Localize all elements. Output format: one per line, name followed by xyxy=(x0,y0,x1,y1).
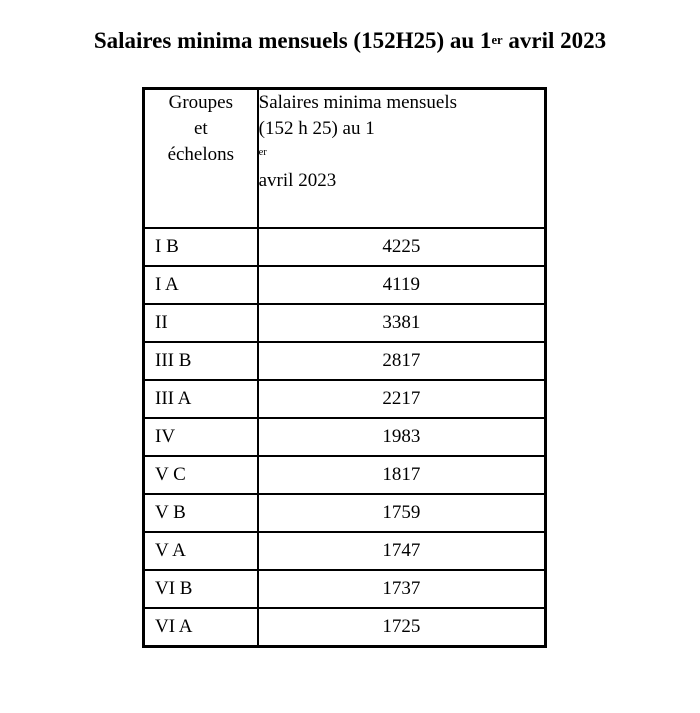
group-cell: V A xyxy=(144,532,258,570)
table-row xyxy=(144,532,546,570)
table-row xyxy=(144,608,546,647)
salary-cell: 1737 xyxy=(258,570,546,608)
header-salary-line xyxy=(259,116,544,194)
header-salary xyxy=(258,89,546,228)
group-cell: VI B xyxy=(144,570,258,608)
header-salary-line2-start: (152 h 25) au 1 xyxy=(258,118,375,139)
table-row xyxy=(144,380,546,418)
table-header-row xyxy=(144,89,546,228)
table-row xyxy=(144,456,546,494)
salary-cell: 1983 xyxy=(258,418,546,456)
group-cell: I B xyxy=(144,228,258,266)
salary-cell: 3381 xyxy=(258,304,546,342)
page-title xyxy=(0,26,700,56)
title-main: Salaires minima mensuels (152H25) au 1 xyxy=(93,28,492,53)
group-cell: I A xyxy=(144,266,258,304)
group-cell: VI A xyxy=(144,608,258,647)
header-groups-echelons xyxy=(144,89,258,228)
table-row xyxy=(144,418,546,456)
group-cell: V B xyxy=(144,494,258,532)
group-cell: III A xyxy=(144,380,258,418)
group-cell: V C xyxy=(144,456,258,494)
salary-cell: 1725 xyxy=(258,608,546,647)
salary-cell: 4119 xyxy=(258,266,546,304)
header-salary-line2-end: avril 2023 xyxy=(258,170,337,191)
salary-cell: 1747 xyxy=(258,532,546,570)
header-group-line: échelons xyxy=(167,144,235,165)
table-row xyxy=(144,494,546,532)
table-row xyxy=(144,570,546,608)
table-row xyxy=(144,266,546,304)
table-row xyxy=(144,228,546,266)
group-cell: IV xyxy=(144,418,258,456)
salary-table xyxy=(142,87,547,648)
salary-cell: 1759 xyxy=(258,494,546,532)
group-cell: III B xyxy=(144,342,258,380)
table-row xyxy=(144,342,546,380)
header-salary-line: Salaires minima mensuels xyxy=(258,92,458,113)
header-group-line: et xyxy=(193,118,208,139)
salary-cell: 4225 xyxy=(258,228,546,266)
header-group-line: Groupes xyxy=(168,92,233,113)
salary-cell: 2217 xyxy=(258,380,546,418)
group-cell: II xyxy=(144,304,258,342)
header-salary-superscript: er xyxy=(258,147,267,158)
table-row xyxy=(144,304,546,342)
salary-cell: 2817 xyxy=(258,342,546,380)
title-end: avril 2023 xyxy=(502,28,607,53)
title-superscript: er xyxy=(491,33,503,47)
salary-cell: 1817 xyxy=(258,456,546,494)
